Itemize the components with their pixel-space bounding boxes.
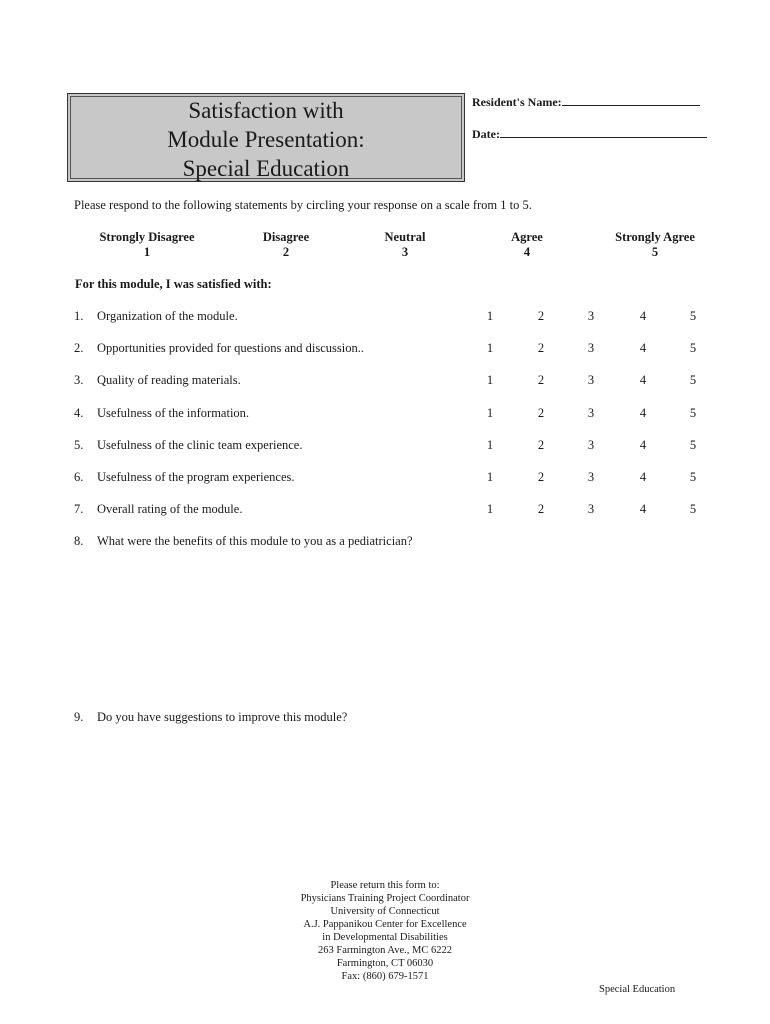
rating-option-1[interactable]: 1 <box>486 438 494 452</box>
question-text: What were the benefits of this module to you as a pediatrician? <box>97 534 413 548</box>
rating-option-4[interactable]: 4 <box>639 373 647 387</box>
rating-option-1[interactable]: 1 <box>486 341 494 355</box>
item-text: Quality of reading materials. <box>97 373 241 387</box>
scale-value: 3 <box>401 245 409 259</box>
rating-option-1[interactable]: 1 <box>486 470 494 484</box>
footer-line: Please return this form to: <box>330 880 440 891</box>
item-text: Usefulness of the clinic team experience. <box>97 438 303 452</box>
footer-line: Physicians Training Project Coordinator <box>300 893 470 904</box>
item-text: Overall rating of the module. <box>97 502 243 516</box>
rating-option-5[interactable]: 5 <box>689 406 697 420</box>
item-number: 8. <box>74 534 84 548</box>
rating-option-1[interactable]: 1 <box>486 373 494 387</box>
rating-option-1[interactable]: 1 <box>486 309 494 323</box>
rating-option-4[interactable]: 4 <box>639 438 647 452</box>
open-question-8 <box>0 534 770 554</box>
scale-strongly-disagree <box>77 230 217 260</box>
rating-option-2[interactable]: 2 <box>537 341 545 355</box>
footer-line: Fax: (860) 679-1571 <box>341 971 429 982</box>
item-number: 2. <box>74 341 84 355</box>
scale-value: 1 <box>143 245 151 259</box>
rating-option-4[interactable]: 4 <box>639 341 647 355</box>
rating-item-3 <box>0 373 770 393</box>
rating-option-4[interactable]: 4 <box>639 309 647 323</box>
rating-option-3[interactable]: 3 <box>587 406 595 420</box>
rating-option-5[interactable]: 5 <box>689 502 697 516</box>
rating-option-3[interactable]: 3 <box>587 341 595 355</box>
scale-label: Neutral <box>384 230 426 244</box>
scale-value: 4 <box>523 245 531 259</box>
scale-agree <box>457 230 597 260</box>
answer-area-9[interactable] <box>97 732 697 862</box>
form-title-box <box>67 93 465 182</box>
footer-line: 263 Farmington Ave., MC 6222 <box>318 945 452 956</box>
rating-option-1[interactable]: 1 <box>486 406 494 420</box>
footer-line: A.J. Pappanikou Center for Excellence <box>303 919 467 930</box>
scale-label: Agree <box>511 230 543 244</box>
rating-option-4[interactable]: 4 <box>639 502 647 516</box>
rating-option-2[interactable]: 2 <box>537 438 545 452</box>
date-field[interactable] <box>472 127 707 142</box>
scale-label: Strongly Agree <box>615 230 695 244</box>
rating-option-5[interactable]: 5 <box>689 341 697 355</box>
scale-value: 2 <box>282 245 290 259</box>
item-text: Usefulness of the information. <box>97 406 250 420</box>
page-footer-label: Special Education <box>599 984 676 995</box>
footer-line: University of Connecticut <box>330 906 440 917</box>
rating-option-5[interactable]: 5 <box>689 373 697 387</box>
rating-option-5[interactable]: 5 <box>689 309 697 323</box>
rating-option-4[interactable]: 4 <box>639 470 647 484</box>
rating-option-3[interactable]: 3 <box>587 373 595 387</box>
rating-item-6 <box>0 470 770 490</box>
rating-option-3[interactable]: 3 <box>587 438 595 452</box>
date-line[interactable] <box>500 127 707 138</box>
item-text: Usefulness of the program experiences. <box>97 470 295 484</box>
item-number: 5. <box>74 438 84 452</box>
rating-option-2[interactable]: 2 <box>537 470 545 484</box>
rating-option-5[interactable]: 5 <box>689 438 697 452</box>
rating-option-5[interactable]: 5 <box>689 470 697 484</box>
footer-line: Farmington, CT 06030 <box>336 958 434 969</box>
form-title-line-3: Special Education <box>182 156 350 181</box>
date-label: Date: <box>472 127 500 141</box>
resident-name-line[interactable] <box>562 95 700 106</box>
item-number: 7. <box>74 502 84 516</box>
resident-name-field[interactable] <box>472 95 700 110</box>
item-text: Organization of the module. <box>97 309 238 323</box>
rating-option-4[interactable]: 4 <box>639 406 647 420</box>
item-number: 4. <box>74 406 84 420</box>
rating-item-2 <box>0 341 770 361</box>
resident-name-label: Resident's Name: <box>472 95 562 109</box>
item-number: 9. <box>74 710 84 724</box>
rating-item-7 <box>0 502 770 522</box>
scale-label: Disagree <box>262 230 310 244</box>
rating-option-3[interactable]: 3 <box>587 309 595 323</box>
rating-option-2[interactable]: 2 <box>537 309 545 323</box>
rating-option-2[interactable]: 2 <box>537 406 545 420</box>
form-title-line-2: Module Presentation: <box>167 127 365 152</box>
answer-area-8[interactable] <box>97 556 697 696</box>
return-address <box>235 879 535 983</box>
scale-label: Strongly Disagree <box>99 230 195 244</box>
scale-value: 5 <box>651 245 659 259</box>
rating-item-5 <box>0 438 770 458</box>
item-text: Opportunities provided for questions and discussion.. <box>97 341 364 355</box>
rating-option-3[interactable]: 3 <box>587 502 595 516</box>
item-number: 6. <box>74 470 84 484</box>
item-number: 3. <box>74 373 84 387</box>
rating-option-2[interactable]: 2 <box>537 373 545 387</box>
scale-strongly-agree <box>585 230 725 260</box>
form-title-line-1: Satisfaction with <box>188 98 344 123</box>
rating-option-1[interactable]: 1 <box>486 502 494 516</box>
question-text: Do you have suggestions to improve this module? <box>97 710 348 724</box>
instructions: Please respond to the following statements by circling your response on a scale from 1 to 5. <box>74 198 532 212</box>
rating-item-1 <box>0 309 770 329</box>
footer-line: in Developmental Disabilities <box>322 932 448 943</box>
rating-option-3[interactable]: 3 <box>587 470 595 484</box>
rating-item-4 <box>0 406 770 426</box>
rating-option-2[interactable]: 2 <box>537 502 545 516</box>
item-number: 1. <box>74 309 84 323</box>
scale-neutral <box>335 230 475 260</box>
open-question-9 <box>0 710 770 730</box>
section-heading: For this module, I was satisfied with: <box>75 277 272 291</box>
